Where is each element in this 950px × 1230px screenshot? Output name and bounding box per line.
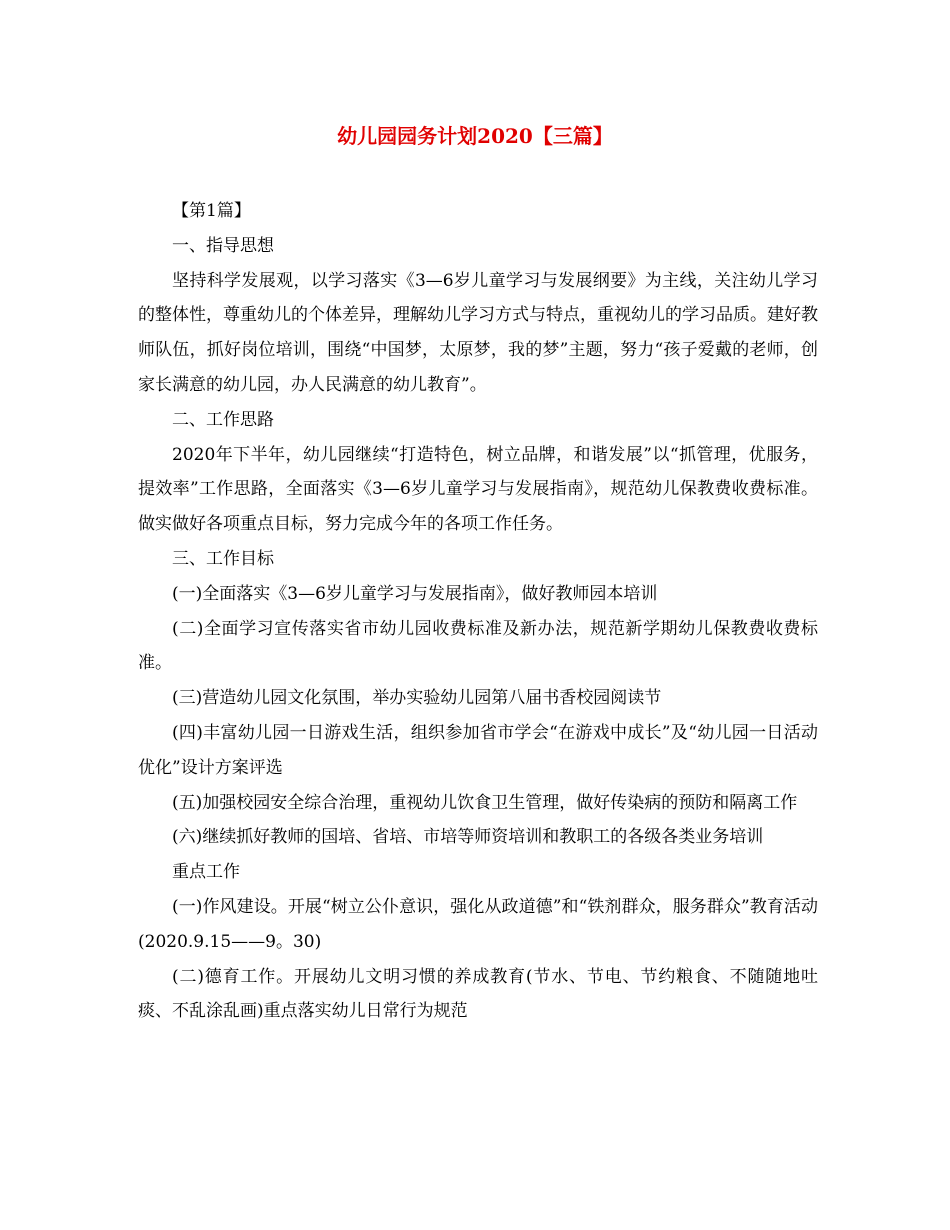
- paragraph: (六)继续抓好教师的国培、省培、市培等师资培训和教职工的各级各类业务培训: [172, 827, 764, 848]
- paragraph: (二)德育工作。开展幼儿文明习惯的养成教育(节水、节电、节约粮食、不随随地吐痰、不乱涂乱画)重点落实幼儿日常行为规范: [138, 966, 818, 1022]
- paragraph: (一)全面落实《3—6岁儿童学习与发展指南》，做好教师园本培训: [172, 583, 658, 604]
- paragraph: (三)营造幼儿园文化氛围，举办实验幼儿园第八届书香校园阅读节: [172, 688, 662, 709]
- document-body: [138, 194, 818, 1029]
- paragraph: (五)加强校园安全综合治理，重视幼儿饮食卫生管理，做好传染病的预防和隔离工作: [172, 792, 798, 813]
- paragraph: 二、工作思路: [172, 409, 274, 430]
- paragraph: (二)全面学习宣传落实省市幼儿园收费标准及新办法，规范新学期幼儿保教费收费标准。: [138, 618, 818, 674]
- paragraph: 【第1篇】: [172, 201, 251, 221]
- paragraph: 一、指导思想: [172, 235, 274, 256]
- paragraph: 坚持科学发展观，以学习落实《3—6岁儿童学习与发展纲要》为主线，关注幼儿学习的整体性，尊重幼儿的个体差异，理解幼儿学习方式与特点，重视幼儿的学习品质。建好教师队伍，抓好岗位培训，围绕“中国梦，太原梦，我的梦”主题，努力“孩子爱戴的老师，创家长满意的幼儿园，办人民满意的幼儿教育”。: [138, 270, 818, 395]
- document-title: 幼儿园园务计划2020【三篇】: [337, 124, 613, 148]
- paragraph: 重点工作: [172, 862, 240, 883]
- paragraph: 2020年下半年，幼儿园继续“打造特色，树立品牌，和谐发展”以“抓管理，优服务，提效率”工作思路，全面落实《3—6岁儿童学习与发展指南》，规范幼儿保教费收费标准。做实做好各项重点目标，努力完成今年的各项工作任务。: [138, 444, 818, 535]
- paragraph: (一)作风建设。开展“树立公仆意识，强化从政道德”和“铁剂群众，服务群众”教育活动(2020.9.15——9。30): [138, 896, 818, 952]
- paragraph: (四)丰富幼儿园一日游戏生活，组织参加省市学会“在游戏中成长”及“幼儿园一日活动优化”设计方案评选: [138, 722, 818, 778]
- paragraph: 三、工作目标: [172, 548, 274, 569]
